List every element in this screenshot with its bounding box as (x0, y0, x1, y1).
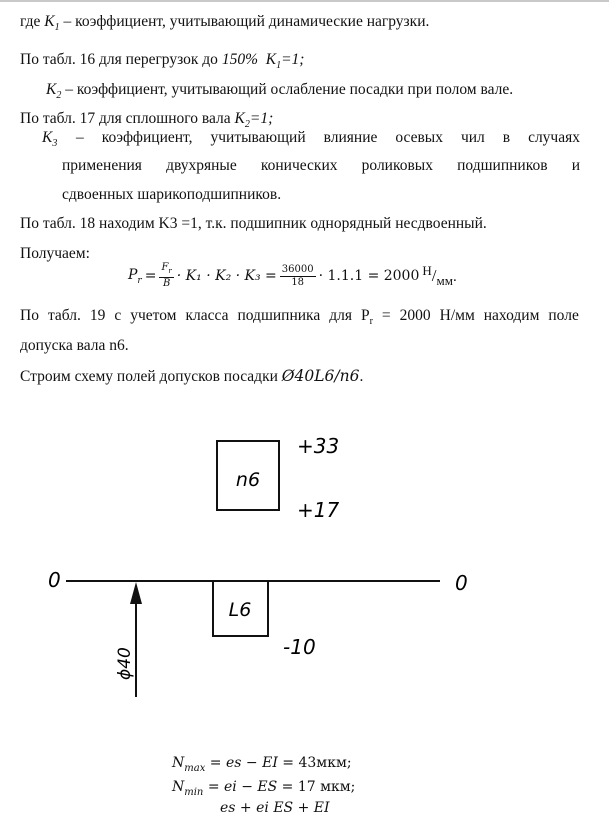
text-line-k2: $K_2$ – коэффициент, учитывающий ослабление посадки при полом вале. (46, 81, 514, 102)
hole-label: L6 (228, 599, 252, 621)
top-border (0, 0, 609, 2)
text-line-table19: По табл. 19 с учетом класса подшипника для $P_r$ = 2000 Н/мм находим поле (20, 307, 579, 328)
text-line-k3-desc: – коэффициент, учитывающий влияние осевых чил в случаях (76, 129, 580, 146)
tolerance-fields-diagram (0, 400, 609, 700)
nmin-equation: $N_{min}$ = ei − ES = 17 мкм; (172, 779, 356, 798)
text-line-tolerance: допуска вала n6. (20, 337, 129, 354)
text-line-table18: По табл. 18 находим K3 =1, т.к. подшипник однорядный несдвоенный. (20, 215, 487, 232)
fraction-fr-b: $\frac{F_r}{B}$ (161, 262, 172, 289)
shaft-label: n6 (235, 469, 261, 491)
text-line-k3-symbol: $K_3$ (42, 129, 58, 150)
text-line-ball-bearings: сдвоенных шарикоподшипников. (62, 186, 282, 203)
lower-deviation-label: +17 (297, 498, 340, 522)
text-line-bearings: применения двухряные конических роликовых подшипников и (62, 157, 580, 174)
text-line-k1: где $K_1$ – коэффициент, учитывающий динамические нагрузки. (20, 13, 430, 34)
fraction-36000-18: $\frac{36000}{18}$ (281, 263, 314, 288)
dimension-arrow-head (130, 582, 142, 604)
upper-deviation-label: +33 (297, 434, 340, 458)
zero-label-left: 0 (48, 568, 61, 592)
load-formula: $P_r$ = $\frac{F_r}{B}$ · K₁ · K₂ · K₃ = $\frac{36000}{18}$ · 1.1.1 = 2000 $^Н/_{мм}$. (128, 262, 457, 289)
text-line-scheme: Строим схему полей допусков посадки Ø40L6/n6. (20, 367, 364, 385)
zero-label-right: 0 (455, 571, 468, 595)
text-line-result-label: Получаем: (20, 245, 90, 262)
nmax-equation: $N_{max}$ = es − EI = 43мкм; (172, 755, 352, 774)
diameter-label: ϕ40 (115, 647, 135, 680)
text-line-table17: По табл. 17 для сплошного вала $K_2=1$; (20, 110, 274, 131)
unit-n-per-mm: $^Н/_{мм}$. (422, 263, 457, 288)
hole-deviation-label: -10 (283, 635, 316, 659)
partial-equation: es + ei ES + EI (220, 800, 330, 816)
text-line-table16: По табл. 16 для перегрузок до 150% $K_1=1$; (20, 51, 305, 72)
